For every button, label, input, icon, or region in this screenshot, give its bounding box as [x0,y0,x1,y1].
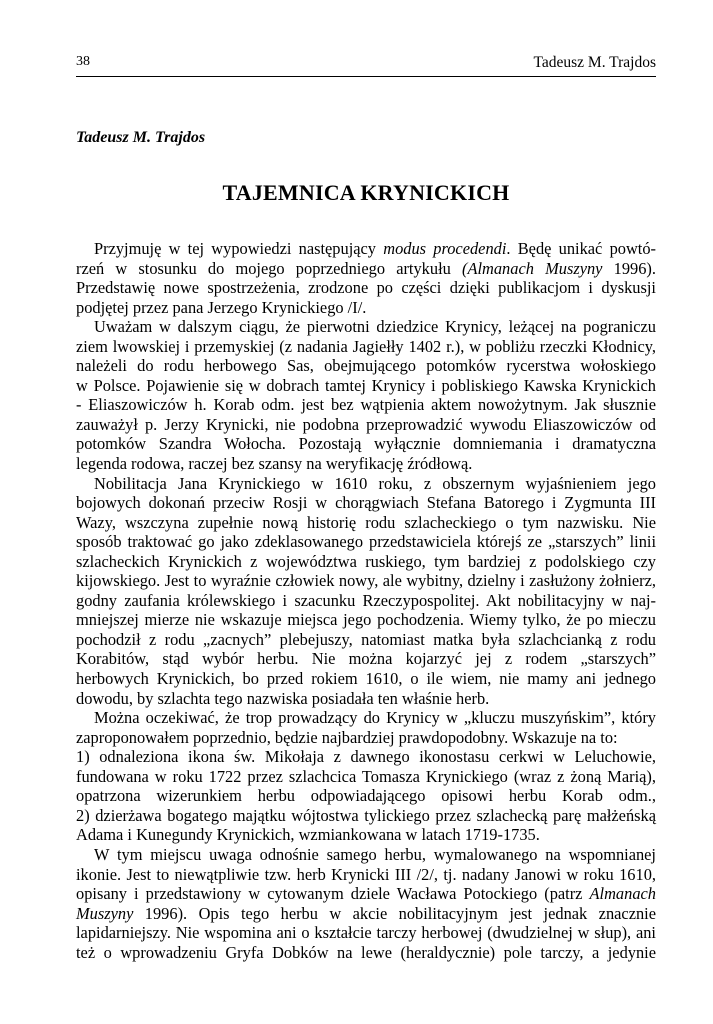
text-line: rzeń w stosunku do mojego poprzedniego artykułu (Almanach Muszyny 1996). [76,258,656,278]
running-header [76,54,656,77]
text-line: herbowych Krynickich, bo przed rokiem 1610, o ile wiem, nie mamy ani jednego [76,669,656,689]
text-line: bojowych dokonań przeciw Rosji w chorągwiach Stefana Batorego i Zygmunta III [76,493,656,513]
text-line: Przyjmuję w tej wypowiedzi następujący modus procedendi. Będę unikać powtó- [94,239,657,258]
text-line: W tym miejscu uwaga odnośnie samego herbu, wymalowanego na wspomnianej [94,844,656,864]
text-line: sposób traktować go jako zdeklasowanego przedstawiciela którejś ze „starszych” linii [76,532,656,552]
text-line: zauważył p. Jerzy Krynicki, nie podobna przeprowadzić wywodu Eliaszowiczów od [76,414,656,434]
article-author: Tadeusz M. Trajdos [76,129,206,146]
text-line: dowodu, by szlachta tego nazwiska posiadała ten właśnie herb. [76,688,490,708]
text-line: godny zaufania królewskiego i szacunku Rzeczypospolitej. Akt nobilitacyjny w naj- [76,590,656,610]
text-line: zaproponowałem poprzednio, będzie najbardziej prawdopodobny. Wskazuje na to: [76,727,618,747]
text-line: mniejszej mierze nie wskazuje miejsca jego pochodzenia. Wiemy tylko, że po mieczu [76,610,656,630]
text-line: szlacheckich Krynickich z województwa ruskiego, tym bardziej z podolskiego czy [76,551,656,571]
text-line: w Polsce. Pojawienie się w dobrach tamtej Krynicy i pobliskiego Kawska Krynickich [76,375,656,395]
text-line: podjętej przez pana Jerzego Krynickiego /I/. [76,297,367,317]
text-line: kijowskiego. Jest to wyraźnie człowiek nowy, ale wybitny, dzielny i zasłużony żołnierz, [76,571,656,591]
text-line: Można oczekiwać, że trop prowadzący do Krynicy w „kluczu muszyńskim”, który [94,708,656,728]
text-line: fundowana w roku 1722 przez szlachcica Tomasza Krynickiego (wraz z żoną Marią), [76,766,656,786]
text-line: lapidarniejszy. Nie wspomina ani o kształcie tarczy herbowej (dwudzielnej w słup), ani [76,923,656,943]
text-line: ziem lwowskiej i przemyskiej (z nadania Jagiełły 1402 r.), w pobliżu rzeczki Kłodnicy, [76,336,656,356]
header-author: Tadeusz M. Trajdos [533,54,656,71]
article-title: TAJEMNICA KRYNICKICH [222,180,510,205]
text-line: Muszyny 1996). Opis tego herbu w akcie nobilitacyjnym jest jednak znacznie [76,903,656,923]
text-line: pochodził z rodu „zacnych” plebejuszy, natomiast matka była szlachcianką z rodu [76,629,656,649]
text-line: legenda rodowa, raczej bez szansy na weryfikację źródłową. [76,454,473,474]
text-line: Przedstawię nowe spostrzeżenia, zrodzone po części dzięki publikacjom i dyskusji [76,278,656,298]
text-line: ikonie. Jest to niewątpliwie tzw. herb Krynicki III /2/, tj. nadany Janowi w roku 1610, [76,864,656,884]
page-number: 38 [76,54,90,69]
text-line: należeli do rodu herbowego Sas, obejmującego potomków rycerstwa wołoskiego [76,356,656,376]
text-line: potomków Szandra Wołocha. Pozostają wyłącznie domniemania i dramatyczna [76,434,656,454]
text-line: Nobilitacja Jana Krynickiego w 1610 roku, z obszernym wyjaśnieniem jego [94,473,656,493]
text-line: opatrzona wizerunkiem herbu odpowiadającego opisowi herbu Korab odm., [76,786,656,806]
text-line: 1) odnaleziona ikona św. Mikołaja z dawnego ikonostasu cerkwi w Leluchowie, [76,747,656,767]
text-line: Wazy, wszczyna zupełnie nową historię rodu szlacheckiego o tym nazwisku. Nie [76,512,656,532]
text-line: Uważam w dalszym ciągu, że pierwotni dziedzice Krynicy, leżącej na pograniczu [94,317,656,337]
text-line: Adama i Kunegundy Krynickich, wzmiankowana w latach 1719-1735. [76,825,540,845]
text-line: Korabitów, stąd wybór herbu. Nie można kojarzyć jej z rodem „starszych” [76,649,656,669]
text-line: opisany i przedstawiony w cytowanym dziele Wacława Potockiego (patrz Almanach [76,884,656,904]
article-body [76,239,656,962]
text-line: 2) dzierżawa bogatego majątku wójtostwa tylickiego przez szlachecką parę małżeńską [76,805,656,825]
text-line: - Eliaszowiczów h. Korab odm. jest bez wątpienia aktem nowożytnym. Jak słusznie [76,395,656,415]
text-line: też o wprowadzeniu Gryfa Dobków na lewe (heraldycznie) pole tarczy, a jedynie [76,942,656,962]
